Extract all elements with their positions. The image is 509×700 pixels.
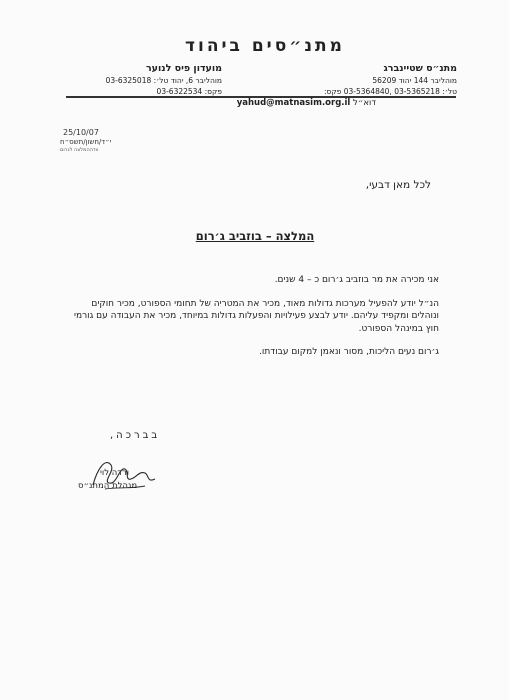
email-address[interactable]: yahud@matnasim.org.il [236, 98, 351, 108]
branch-steinberg-phones: טל׳: 03-5365218 ,03-5364840 פקס: [323, 87, 457, 96]
branch-steinberg-address: מוהליבר 144 יהוד 56209 [372, 76, 457, 85]
letter-date: 25/10/07 [63, 128, 99, 137]
email-label: דוא״ל [353, 98, 376, 108]
body-paragraph: הנ״ל יודע להפעיל מערכות גדולות מאוד, מכיר את המטריה של תחומי הספורט, מכיר חוקים ונוהלים ומקפיד עליהם. יודע לבצע פעילויות והפעלות גדולות במיוחד, מכיר את העבודה עם גורמי חוץ במינהל הספורט. [73, 298, 439, 334]
branch-steinberg [257, 62, 457, 97]
letter-body [69, 274, 439, 370]
signer-name: ורדה לוי [100, 468, 130, 478]
body-paragraph: אני מכירה את מר בוזביב ג׳רום כ – 4 שנים. [274, 275, 439, 285]
body-paragraph: ג׳רום נעים הליכות, מסור ונאמן למקום עבודתו. [259, 347, 439, 357]
hebrew-date: י״ד/חשון/תשס״ח [60, 138, 112, 146]
branch-youth-club-fax: פקס: 03-6322534 [156, 87, 222, 96]
letter-subject: המלצה – בוזביב ג׳רום [195, 229, 315, 243]
branch-youth-club [92, 62, 222, 97]
salutation: לכל מאן דבעי, [365, 179, 431, 191]
org-title: מתנ״סים ביהוד [185, 36, 345, 56]
file-reference: וודההמלצה לגרום [60, 147, 99, 153]
branch-youth-club-name: מועדון פיס לנוער [145, 63, 222, 74]
closing: בברכה, [110, 430, 161, 441]
signer-role: מנהלת המתנ״ס [78, 481, 138, 491]
branch-youth-club-address: מוהליבר 6, יהוד טל׳: 03-6325018 [105, 76, 222, 85]
email-row [196, 98, 376, 108]
branch-steinberg-name: מתנ״ס שטיינברג [383, 63, 457, 74]
